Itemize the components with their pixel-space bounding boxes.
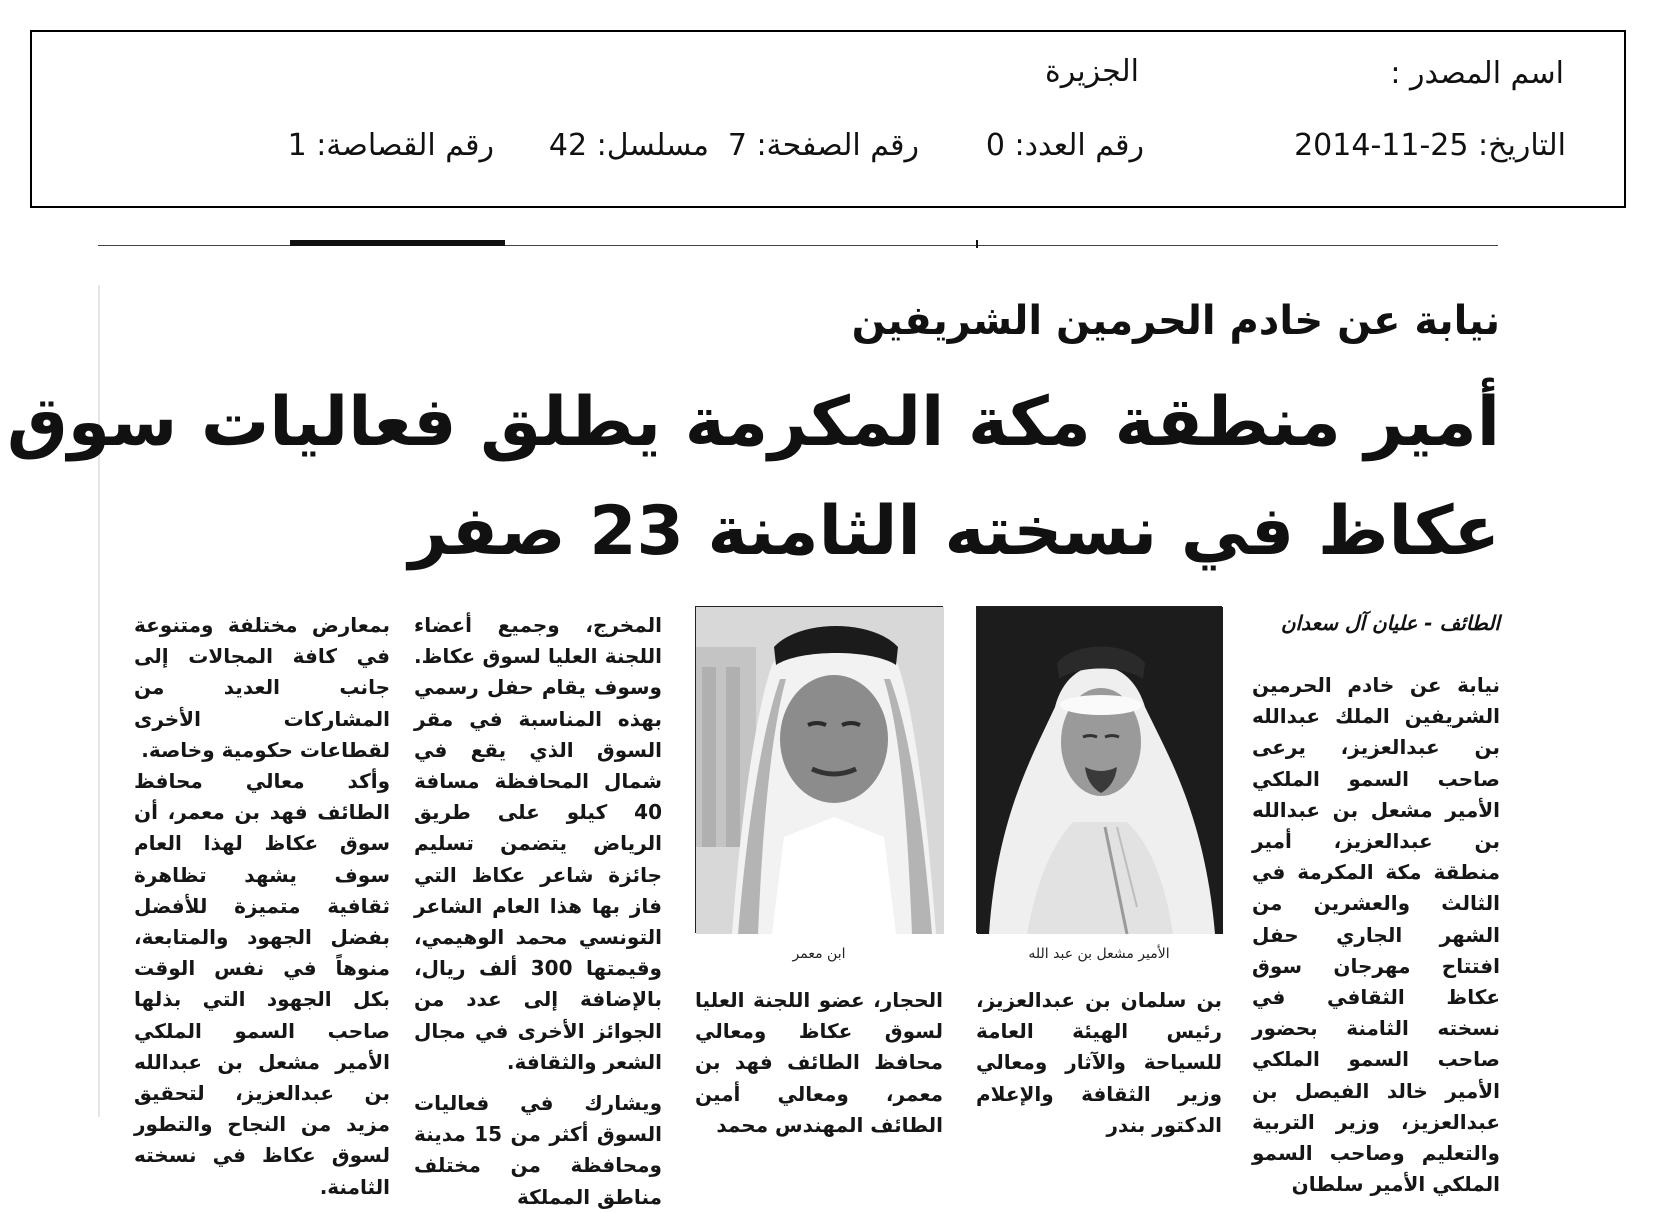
section-marker-rule [290,240,505,246]
serial-field: مسلسل: 42 [548,128,709,163]
photo-prince-mishaal [976,606,1222,933]
paragraph: بمعارض مختلفة ومتنوعة في كافة المجالات إلى جانب العديد من المشاركات الأخرى لقطاعات حكومية وخاصة. [134,613,390,762]
source-value: الجزيرة [1044,54,1139,89]
clipping-header-box [30,30,1626,208]
article-column-4 [414,610,663,1209]
headline-line-2: عكاظ في نسخته الثامنة 23 صفر [408,492,1500,571]
headline-line-1: أمير منطقة مكة المكرمة يطلق فعاليات سوق [6,383,1500,462]
photo-2-caption: ابن معمر [792,946,846,962]
article-byline: الطائف - عليان آل سعدان [1280,611,1500,635]
page-number-field: رقم الصفحة: 7 [727,128,919,163]
photo-ibn-muammar [695,606,943,933]
portrait-2-image [696,607,944,934]
paragraph: الحجار، عضو اللجنة العليا لسوق عكاظ ومعالي محافظ الطائف فهد بن معمر، ومعالي أمين الطائف المهندس محمد [695,988,943,1137]
portrait-1-image [977,607,1223,934]
article-column-5 [134,610,390,1199]
clipping-number-field: رقم القصاصة: 1 [287,128,494,163]
photo-1-caption: الأمير مشعل بن عبد الله [1028,946,1170,962]
source-label: اسم المصدر : [1390,56,1564,91]
paragraph: ويشارك في فعاليات السوق أكثر من 15 مدينة ومحافظة من مختلف مناطق المملكة [414,1091,663,1209]
paragraph: بن سلمان بن عبدالعزيز، رئيس الهيئة العامة للسياحة والآثار ومعالي وزير الثقافة والإعلام الدكتور بندر [976,988,1222,1137]
article-column-1 [1252,670,1500,1197]
paragraph: المخرج، وجميع أعضاء اللجنة العليا لسوق عكاظ. وسوف يقام حفل رسمي بهذه المناسبة في مقر السوق الذي يقع في شمال المحافظة مسافة 40 كيلو على طريق الرياض يتضمن تسليم جائزة شاعر عكاظ التي فاز بها هذا العام الشاعر التونسي محمد الوهيمي، وقيمتها 300 ألف ريال، بالإضافة إلى عدد من الجوائز الأخرى في مجال الشعر والثقافة. [414,613,662,1074]
column-tick-mark [976,240,978,248]
date-field: التاريخ: 25-11-2014 [1294,128,1566,163]
article-kicker: نيابة عن خادم الحرمين الشريفين [851,298,1500,344]
paragraph: وأكد معالي محافظ الطائف فهد بن معمر، أن سوق عكاظ لهذا العام سوف يشهد تظاهرة ثقافية متميزة للأفضل بفضل الجهود والمتابعة، منوهاً في نفس الوقت بكل الجهود التي بذلها صاحب السمو الملكي الأمير مشعل بن عبدالله بن عبدالعزيز، لتحقيق مزيد من النجاح والتطور لسوق عكاظ في نسخته الثامنة. [134,769,390,1199]
issue-number-field: رقم العدد: 0 [985,128,1144,163]
article-column-2 [976,985,1222,1137]
article-column-3 [695,985,943,1137]
paragraph: نيابة عن خادم الحرمين الشريفين الملك عبدالله بن عبدالعزيز، يرعى صاحب السمو الملكي الأمير مشعل بن عبدالله بن عبدالعزيز، أمير منطقة مكة المكرمة في الثالث والعشرين من الشهر الجاري حفل افتتاح مهرجان سوق عكاظ الثقافي في نسخته الثامنة بحضور صاحب السمو الملكي الأمير خالد الفيصل بن عبدالعزيز، وزير التربية والتعليم وصاحب السمو الملكي الأمير سلطان [1252,673,1500,1197]
